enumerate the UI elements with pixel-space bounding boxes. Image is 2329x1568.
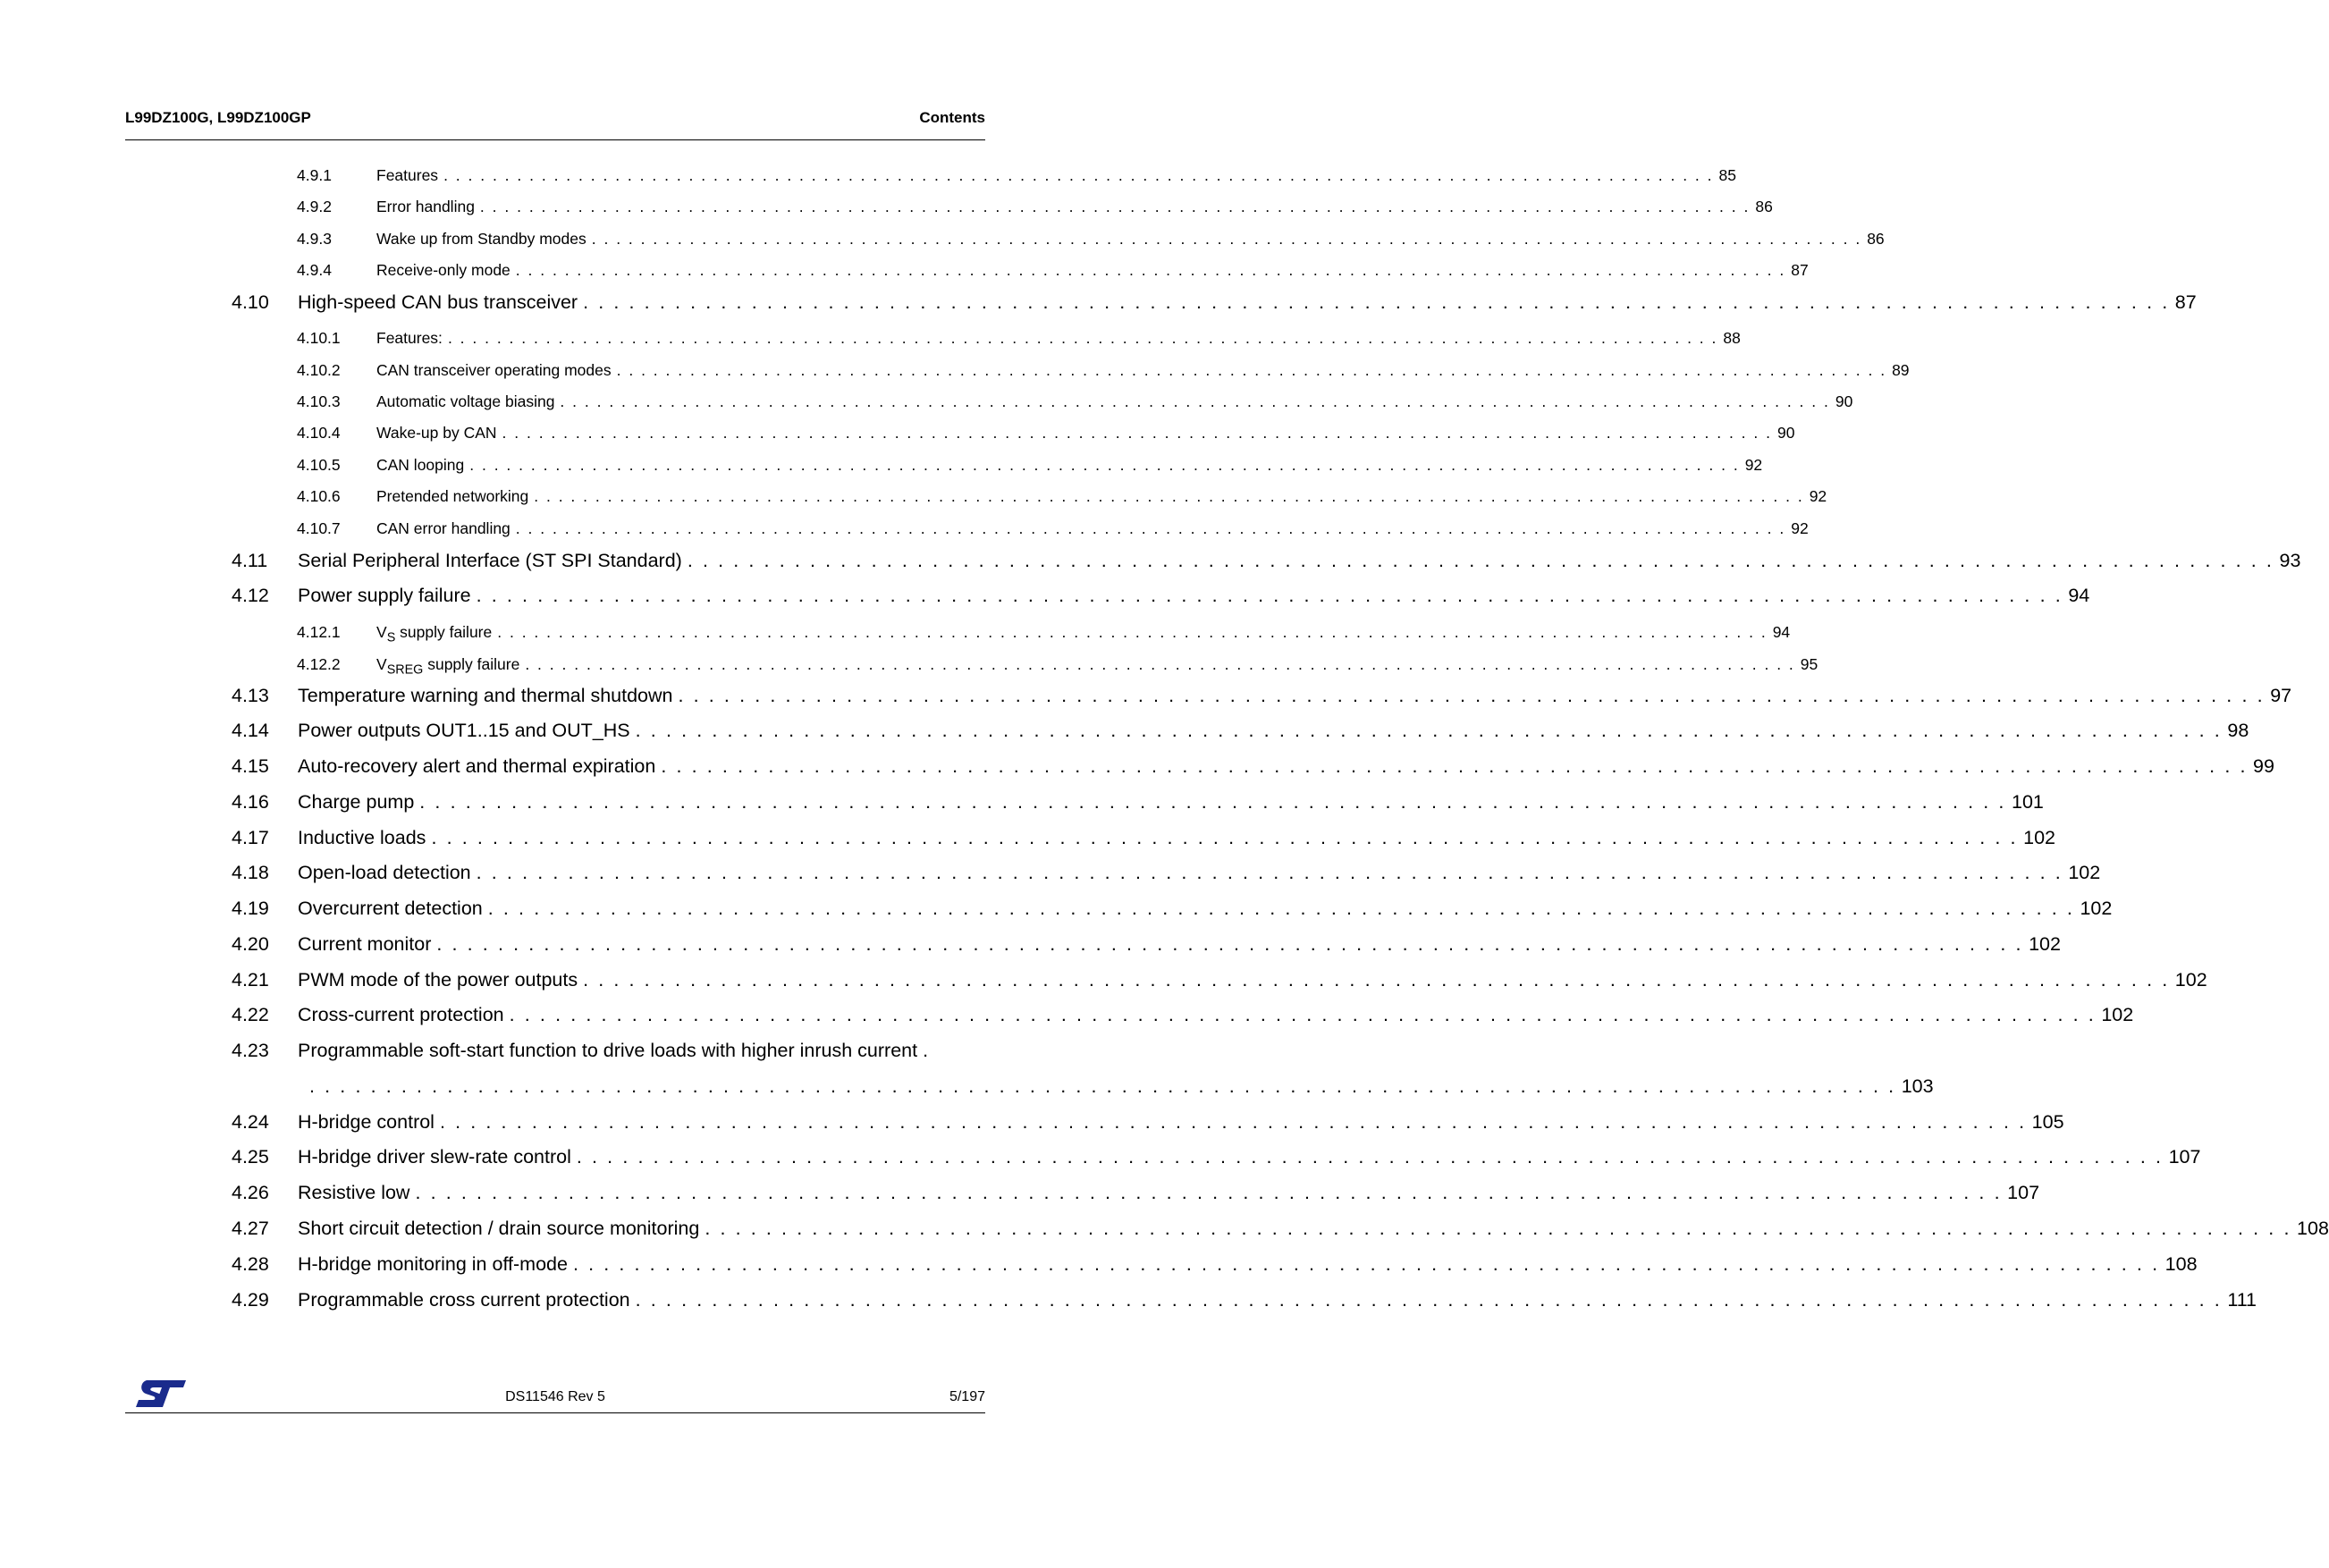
toc-title: $V_S$ supply failure	[376, 623, 493, 645]
toc-entry[interactable]	[232, 1289, 2257, 1311]
toc-leader: . . . . . . . . . . . . . . . . . . . . . . . . . . . . . . . . . . . . . . . . . . . . . . . . . . . . . . . . . . . . . . . . . . . . . . . . . . . . . . . . . . . . . . . . . . . . . . . . . . . . . . . .	[436, 933, 2024, 955]
toc-leader: . . . . . . . . . . . . . . . . . . . . . . . . . . . . . . . . . . . . . . . . . . . . . . . . . . . . . . . . . . . . . . . . . . . . . . . . . . . . . . . . . . . . . . . . . . . . . . . . . . . . . . . .	[534, 487, 1804, 505]
toc-leader: . . . . . . . . . . . . . . . . . . . . . . . . . . . . . . . . . . . . . . . . . . . . . . . . . . . . . . . . . . . . . . . . . . . . . . . . . . . . . . . . . . . . . . . . . . . . . . . . . . . . . . . .	[469, 456, 1740, 474]
toc-title: CAN error handling	[376, 519, 511, 537]
toc-page: 102	[2174, 969, 2207, 991]
toc-title: Features	[376, 166, 439, 184]
toc-entry[interactable]	[232, 1004, 2134, 1026]
toc-page: 89	[1892, 361, 1910, 379]
toc-page: 107	[2007, 1182, 2040, 1203]
toc-title: Wake-up by CAN	[376, 424, 497, 442]
toc-title: CAN looping	[376, 456, 465, 474]
document-id: DS11546 Rev 5	[505, 1389, 605, 1404]
toc-leader: . . . . . . . . . . . . . . . . . . . . . . . . . . . . . . . . . . . . . . . . . . . . . . . . . . . . . . . . . . . . . . . . . . . . . . . . . . . . . . . . . . . . . . . . . . . . . . . . . . . . . . . .	[487, 898, 2075, 919]
toc-entry[interactable]	[232, 585, 2090, 607]
toc-entry[interactable]	[297, 329, 1741, 348]
toc-leader: . . . . . . . . . . . . . . . . . . . . . . . . . . . . . . . . . . . . . . . . . . . . . . . . . . . . . . . . . . . . . . . . . . . . . . . . . . . . . . . . . . . . . . . . . . . . . . . . . . . . . . . .	[476, 862, 2063, 883]
toc-page: 108	[2164, 1253, 2198, 1275]
toc-entry[interactable]	[232, 1111, 2064, 1134]
toc-entry[interactable]	[232, 1146, 2201, 1168]
toc-leader: . . . . . . . . . . . . . . . . . . . . . . . . . . . . . . . . . . . . . . . . . . . . . . . . . . . . . . . . . . . . . . . . . . . . . . . . . . . . . . . . . . . . . . . . . . . . . . . . . . . . . . . .	[635, 720, 2223, 741]
toc-entry[interactable]	[232, 862, 2101, 884]
toc-title: Programmable cross current protection	[298, 1289, 630, 1311]
toc-number: 4.9.2	[297, 198, 332, 215]
toc-leader: . . . . . . . . . . . . . . . . . . . . . . . . . . . . . . . . . . . . . . . . . . . . . . . . . . . . . . . . . . . . . . . . . . . . . . . . . . . . . . . . . . . . . . . . . . . . . . . . . . . . . . . .	[687, 550, 2274, 571]
toc-number: 4.10.1	[297, 329, 341, 347]
toc-entry[interactable]	[297, 519, 1809, 538]
toc-title: Charge pump	[298, 791, 415, 813]
toc-entry[interactable]	[297, 230, 1885, 249]
toc-entry[interactable]	[297, 623, 1791, 645]
toc-title: Short circuit detection / drain source monitoring	[298, 1218, 700, 1239]
toc-title: H-bridge driver slew-rate control	[298, 1146, 571, 1168]
toc-entry[interactable]	[297, 261, 1809, 280]
toc-title: Power supply failure	[298, 585, 471, 606]
toc-number: 4.29	[232, 1289, 269, 1311]
toc-title: Current monitor	[298, 933, 432, 955]
toc-number: 4.9.4	[297, 261, 332, 279]
toc-number: 4.14	[232, 720, 269, 741]
toc-page: 95	[1800, 655, 1818, 673]
toc-title: Features:	[376, 329, 443, 347]
toc-title: $V_{SREG}$ supply failure	[376, 655, 520, 678]
toc-page: 102	[2080, 898, 2113, 919]
toc-page: 97	[2270, 685, 2292, 706]
toc-entry[interactable]	[297, 424, 1795, 443]
toc-number: 4.12.1	[297, 623, 341, 641]
toc-title: Temperature warning and thermal shutdown	[298, 685, 673, 706]
toc-entry[interactable]	[232, 720, 2249, 742]
toc-leader: . . . . . . . . . . . . . . . . . . . . . . . . . . . . . . . . . . . . . . . . . . . . . . . . . . . . . . . . . . . . . . . . . . . . . . . . . . . . . . . . . . . . . . . . . . . . . . . . . . . . . . . .	[479, 198, 1751, 215]
page-footer	[125, 1384, 985, 1413]
toc-leader: . . . . . . . . . . . . . . . . . . . . . . . . . . . . . . . . . . . . . . . . . . . . . . . . . . . . . . . . . . . . . . . . . . . . . . . . . . . . . . . . . . . . . . . . . . . . . . . . . . . . . . . .	[476, 585, 2063, 606]
toc-title: Pretended networking	[376, 487, 529, 505]
toc-title: Auto-recovery alert and thermal expiration	[298, 755, 656, 777]
toc-page: 102	[2101, 1004, 2134, 1025]
toc-page: 102	[2023, 827, 2056, 848]
toc-page: 94	[1772, 623, 1791, 641]
toc-entry[interactable]	[297, 456, 1763, 475]
toc-leader: . . . . . . . . . . . . . . . . . . . . . . . . . . . . . . . . . . . . . . . . . . . . . . . . . . . . . . . . . . . . . . . . . . . . . . . . . . . . . . . . . . . . . . . . . . . . . . . . . . . . . . . .	[497, 623, 1768, 641]
toc-entry[interactable]	[232, 291, 2197, 314]
toc-page: 88	[1723, 329, 1741, 347]
toc-entry[interactable]	[297, 655, 1818, 678]
toc-page: 108	[2297, 1218, 2329, 1239]
toc-leader: . . . . . . . . . . . . . . . . . . . . . . . . . . . . . . . . . . . . . . . . . . . . . . . . . . . . . . . . . . . . . . . . . . . . . . . . . . . . . . . . . . . . . . . . . . . . . . . . . . . . . . . .	[515, 261, 1786, 279]
toc-leader: . . . . . . . . . . . . . . . . . . . . . . . . . . . . . . . . . . . . . . . . . . . . . . . . . . . . . . . . . . . . . . . . . . . . . . . . . . . . . . . . . . . . . . . . . . . . . . . . . . . . . . . .	[560, 392, 1830, 410]
toc-number: 4.9.1	[297, 166, 332, 184]
toc-entry[interactable]	[232, 898, 2113, 920]
toc-title: High-speed CAN bus transceiver	[298, 291, 578, 313]
toc-page: 86	[1755, 198, 1773, 215]
toc-entry[interactable]	[297, 198, 1773, 216]
toc-page: 92	[1791, 519, 1809, 537]
toc-leader-trail: .	[923, 1040, 929, 1061]
toc-entry[interactable]	[232, 827, 2056, 849]
toc-page: 101	[2011, 791, 2044, 813]
toc-entry[interactable]	[297, 487, 1827, 506]
toc-page: 102	[2068, 862, 2101, 883]
toc-page: 98	[2227, 720, 2249, 741]
toc-leader: . . . . . . . . . . . . . . . . . . . . . . . . . . . . . . . . . . . . . . . . . . . . . . . . . . . . . . . . . . . . . . . . . . . . . . . . . . . . . . . . . . . . . . . . . . . . . . . . . . . . . . . .	[439, 1111, 2027, 1133]
toc-number: 4.10.7	[297, 519, 341, 537]
toc-leader: . . . . . . . . . . . . . . . . . . . . . . . . . . . . . . . . . . . . . . . . . . . . . . . . . . . . . . . . . . . . . . . . . . . . . . . . . . . . . . . . . . . . . . . . . . . . . . . . . . . . . . . .	[443, 166, 1714, 184]
toc-number: 4.12.2	[297, 655, 341, 673]
toc-title: Automatic voltage biasing	[376, 392, 555, 410]
toc-page: 87	[2174, 291, 2197, 313]
toc-number: 4.22	[232, 1004, 269, 1025]
toc-page: 107	[2168, 1146, 2201, 1168]
toc-page: 87	[1791, 261, 1809, 279]
toc-page: 103	[1901, 1075, 1934, 1097]
toc-page: 85	[1718, 166, 1736, 184]
toc-page: 105	[2031, 1111, 2064, 1133]
toc-title: Inductive loads	[298, 827, 426, 848]
toc-leader: . . . . . . . . . . . . . . . . . . . . . . . . . . . . . . . . . . . . . . . . . . . . . . . . . . . . . . . . . . . . . . . . . . . . . . . . . . . . . . . . . . . . . . . . . . . . . . . . . . . . . . . .	[591, 230, 1862, 248]
toc-number: 4.26	[232, 1182, 269, 1203]
toc-entry[interactable]	[232, 969, 2207, 991]
toc-leader: . . . . . . . . . . . . . . . . . . . . . . . . . . . . . . . . . . . . . . . . . . . . . . . . . . . . . . . . . . . . . . . . . . . . . . . . . . . . . . . . . . . . . . . . . . . . . . . . . . . . . . . .	[635, 1289, 2223, 1311]
toc-page: 92	[1809, 487, 1827, 505]
toc-number: 4.10.3	[297, 392, 341, 410]
toc-leader: . . . . . . . . . . . . . . . . . . . . . . . . . . . . . . . . . . . . . . . . . . . . . . . . . . . . . . . . . . . . . . . . . . . . . . . . . . . . . . . . . . . . . . . . . . . . . . . . . . . . . . . .	[431, 827, 2019, 848]
toc-title: H-bridge monitoring in off-mode	[298, 1253, 568, 1275]
toc-page: 99	[2253, 755, 2274, 777]
toc-title: Cross-current protection	[298, 1004, 504, 1025]
toc-leader: . . . . . . . . . . . . . . . . . . . . . . . . . . . . . . . . . . . . . . . . . . . . . . . . . . . . . . . . . . . . . . . . . . . . . . . . . . . . . . . . . . . . . . . . . . . . . . . . . . . . . . . .	[415, 1182, 2003, 1203]
toc-title: H-bridge control	[298, 1111, 435, 1133]
toc-entry[interactable]	[232, 755, 2274, 778]
toc-number: 4.18	[232, 862, 269, 883]
toc-entry[interactable]	[232, 685, 2292, 707]
toc-leader: . . . . . . . . . . . . . . . . . . . . . . . . . . . . . . . . . . . . . . . . . . . . . . . . . . . . . . . . . . . . . . . . . . . . . . . . . . . . . . . . . . . . . . . . . . . . . . . . . . . . . . . .	[583, 969, 2170, 991]
toc-number: 4.23	[232, 1040, 269, 1061]
toc-entry[interactable]	[232, 1182, 2040, 1204]
toc-entry[interactable]	[232, 1040, 985, 1062]
toc-title: Wake up from Standby modes	[376, 230, 586, 248]
document-title: L99DZ100G, L99DZ100GP	[125, 109, 311, 126]
toc-number: 4.10.4	[297, 424, 341, 442]
toc-number: 4.10.5	[297, 456, 341, 474]
toc-title: CAN transceiver operating modes	[376, 361, 612, 379]
toc-number: 4.25	[232, 1146, 269, 1168]
toc-number: 4.16	[232, 791, 269, 813]
toc-title: Resistive low	[298, 1182, 410, 1203]
toc-leader: . . . . . . . . . . . . . . . . . . . . . . . . . . . . . . . . . . . . . . . . . . . . . . . . . . . . . . . . . . . . . . . . . . . . . . . . . . . . . . . . . . . . . . . . . . . . . . . . . . . . . . . .	[419, 791, 2006, 813]
toc-leader: . . . . . . . . . . . . . . . . . . . . . . . . . . . . . . . . . . . . . . . . . . . . . . . . . . . . . . . . . . . . . . . . . . . . . . . . . . . . . . . . . . . . . . . . . . . . . . . . . . . . . . . .	[661, 755, 2249, 777]
toc-page: 90	[1835, 392, 1853, 410]
toc-page: 111	[2227, 1289, 2257, 1311]
toc-title: Open-load detection	[298, 862, 471, 883]
toc-entry[interactable]	[232, 791, 2044, 814]
toc-leader: . . . . . . . . . . . . . . . . . . . . . . . . . . . . . . . . . . . . . . . . . . . . . . . . . . . . . . . . . . . . . . . . . . . . . . . . . . . . . . . . . . . . . . . . . . . . . . . . . . . . . . . .	[525, 655, 1795, 673]
toc-entry[interactable]	[232, 933, 2061, 956]
toc-title: PWM mode of the power outputs	[298, 969, 578, 991]
toc-entry[interactable]	[297, 361, 1910, 380]
toc-title: Power outputs OUT1..15 and OUT_HS	[298, 720, 630, 741]
page-number: 5/197	[949, 1389, 985, 1404]
toc-number: 4.10	[232, 291, 269, 313]
toc-title: Receive-only mode	[376, 261, 511, 279]
toc-title: Programmable soft-start function to drive loads with higher inrush current	[298, 1040, 918, 1061]
toc-leader: . . . . . . . . . . . . . . . . . . . . . . . . . . . . . . . . . . . . . . . . . . . . . . . . . . . . . . . . . . . . . . . . . . . . . . . . . . . . . . . . . . . . . . . . . . . . . . . . . . . . . . . .	[309, 1075, 1896, 1097]
toc-entry[interactable]	[232, 1253, 2198, 1276]
toc-number: 4.13	[232, 685, 269, 706]
toc-title: Serial Peripheral Interface (ST SPI Standard)	[298, 550, 682, 571]
toc-number: 4.9.3	[297, 230, 332, 248]
toc-leader: . . . . . . . . . . . . . . . . . . . . . . . . . . . . . . . . . . . . . . . . . . . . . . . . . . . . . . . . . . . . . . . . . . . . . . . . . . . . . . . . . . . . . . . . . . . . . . . . . . . . . . . .	[678, 685, 2266, 706]
toc-page: 94	[2068, 585, 2090, 606]
toc-entry[interactable]	[232, 1218, 2329, 1240]
toc-number: 4.10.6	[297, 487, 341, 505]
toc-page: 90	[1776, 424, 1795, 442]
toc-leader: . . . . . . . . . . . . . . . . . . . . . . . . . . . . . . . . . . . . . . . . . . . . . . . . . . . . . . . . . . . . . . . . . . . . . . . . . . . . . . . . . . . . . . . . . . . . . . . . . . . . . . . .	[572, 1253, 2160, 1275]
toc-entry[interactable]	[232, 550, 2301, 572]
toc-page: 86	[1867, 230, 1885, 248]
toc-number: 4.12	[232, 585, 269, 606]
toc-number: 4.10.2	[297, 361, 341, 379]
toc-number: 4.11	[232, 550, 268, 571]
toc-number: 4.24	[232, 1111, 269, 1133]
toc-page: 102	[2029, 933, 2061, 955]
toc-leader: . . . . . . . . . . . . . . . . . . . . . . . . . . . . . . . . . . . . . . . . . . . . . . . . . . . . . . . . . . . . . . . . . . . . . . . . . . . . . . . . . . . . . . . . . . . . . . . . . . . . . . . .	[502, 424, 1772, 442]
toc-entry-continuation[interactable]	[309, 1075, 1934, 1098]
section-title: Contents	[919, 109, 985, 126]
toc-number: 4.28	[232, 1253, 269, 1275]
toc-title: Overcurrent detection	[298, 898, 483, 919]
toc-number: 4.27	[232, 1218, 269, 1239]
toc-number: 4.20	[232, 933, 269, 955]
toc-leader: . . . . . . . . . . . . . . . . . . . . . . . . . . . . . . . . . . . . . . . . . . . . . . . . . . . . . . . . . . . . . . . . . . . . . . . . . . . . . . . . . . . . . . . . . . . . . . . . . . . . . . . .	[447, 329, 1718, 347]
toc-entry[interactable]	[297, 392, 1853, 411]
toc-leader: . . . . . . . . . . . . . . . . . . . . . . . . . . . . . . . . . . . . . . . . . . . . . . . . . . . . . . . . . . . . . . . . . . . . . . . . . . . . . . . . . . . . . . . . . . . . . . . . . . . . . . . .	[705, 1218, 2292, 1239]
toc-leader: . . . . . . . . . . . . . . . . . . . . . . . . . . . . . . . . . . . . . . . . . . . . . . . . . . . . . . . . . . . . . . . . . . . . . . . . . . . . . . . . . . . . . . . . . . . . . . . . . . . . . . . .	[616, 361, 1887, 379]
toc-number: 4.19	[232, 898, 269, 919]
toc-number: 4.17	[232, 827, 269, 848]
toc-leader: . . . . . . . . . . . . . . . . . . . . . . . . . . . . . . . . . . . . . . . . . . . . . . . . . . . . . . . . . . . . . . . . . . . . . . . . . . . . . . . . . . . . . . . . . . . . . . . . . . . . . . . .	[515, 519, 1786, 537]
toc-leader: . . . . . . . . . . . . . . . . . . . . . . . . . . . . . . . . . . . . . . . . . . . . . . . . . . . . . . . . . . . . . . . . . . . . . . . . . . . . . . . . . . . . . . . . . . . . . . . . . . . . . . . .	[583, 291, 2170, 313]
toc-number: 4.21	[232, 969, 269, 991]
toc-leader: . . . . . . . . . . . . . . . . . . . . . . . . . . . . . . . . . . . . . . . . . . . . . . . . . . . . . . . . . . . . . . . . . . . . . . . . . . . . . . . . . . . . . . . . . . . . . . . . . . . . . . . .	[576, 1146, 2164, 1168]
toc-title: Error handling	[376, 198, 475, 215]
toc-page: 93	[2279, 550, 2301, 571]
toc-entry[interactable]	[297, 166, 1736, 185]
toc-leader: . . . . . . . . . . . . . . . . . . . . . . . . . . . . . . . . . . . . . . . . . . . . . . . . . . . . . . . . . . . . . . . . . . . . . . . . . . . . . . . . . . . . . . . . . . . . . . . . . . . . . . . .	[509, 1004, 2097, 1025]
toc-number: 4.15	[232, 755, 269, 777]
toc-page: 92	[1744, 456, 1763, 474]
